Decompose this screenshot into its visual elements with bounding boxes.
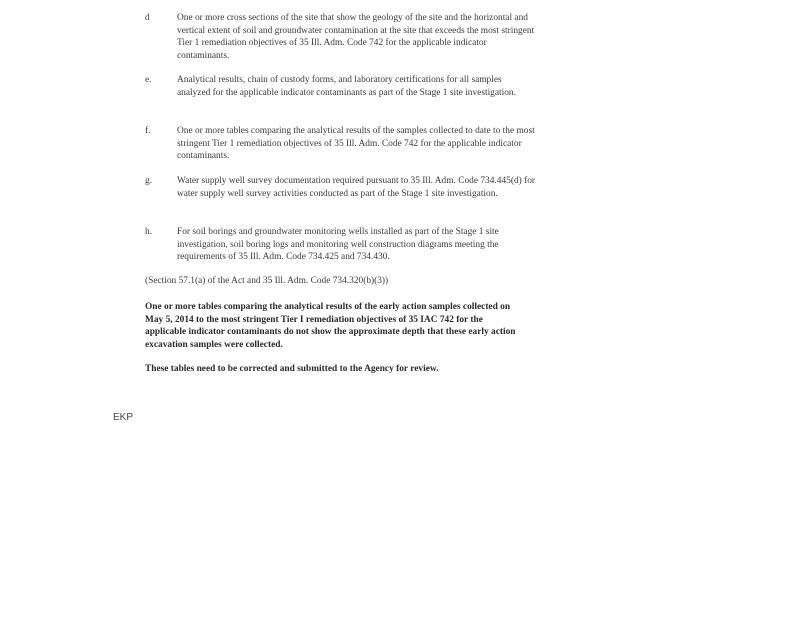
item-text: For soil borings and groundwater monitoring wells installed as part of the Stage 1 site investigation, soil boring logs and monitoring well construction diagrams meeting the requirements of 35 Ill. Adm. Code 734.425 and 734.430. [177, 227, 499, 263]
item-letter: d [145, 13, 150, 23]
item-letter: e. [145, 75, 152, 85]
finding-paragraph: One or more tables comparing the analytical results of the early action samples collected on May 5, 2014 to the most stringent Tier I remediation objectives of 35 IAC 742 for the applicable indicator contaminants do not show the approximate depth that these early action excavation samples were collected. [145, 302, 516, 350]
item-letter: f. [145, 126, 151, 136]
item-text: Water supply well survey documentation required pursuant to 35 Ill. Adm. Code 734.445(d) for water supply well survey activities conducted as part of the Stage 1 site investigation. [177, 176, 536, 199]
instruction-paragraph: These tables need to be corrected and submitted to the Agency for review. [145, 364, 439, 374]
item-text: One or more cross sections of the site that show the geology of the site and the horizontal and vertical extent of soil and groundwater contamination at the site that exceeds the most stringent Tier 1 remediation objectives of 35 Ill. Adm. Code 742 for the applicable indicator contaminants. [177, 13, 535, 61]
item-letter: h. [145, 227, 153, 237]
item-letter: g. [145, 176, 153, 186]
author-initials: EKP [113, 412, 134, 423]
item-text: One or more tables comparing the analytical results of the samples collected to date to the most stringent Tier 1 remediation objectives of 35 Ill. Adm. Code 742 for the applicable indicator contaminants. [177, 126, 535, 162]
item-text: Analytical results, chain of custody forms, and laboratory certifications for all samples analyzed for the applicable indicator contaminants as part of the Stage 1 site investigation. [177, 75, 516, 98]
citation: (Section 57.1(a) of the Act and 35 Ill. Adm. Code 734.320(b)(3)) [145, 276, 389, 286]
